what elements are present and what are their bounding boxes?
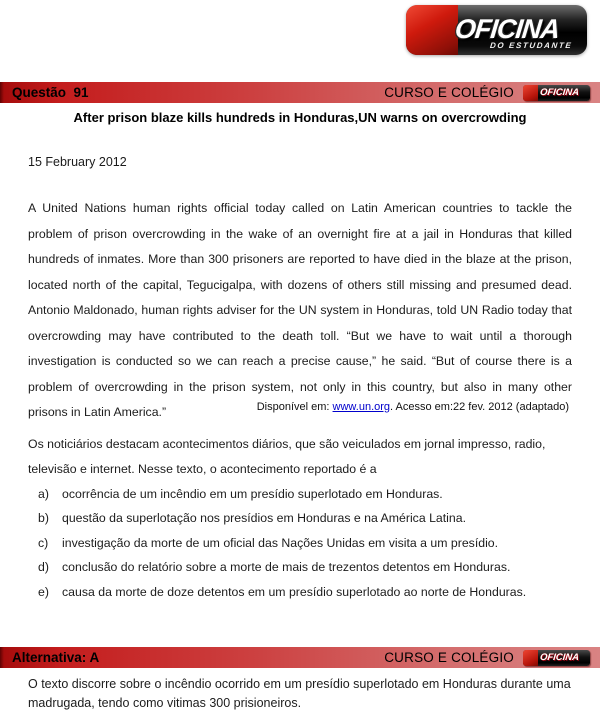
option-a [38, 482, 572, 506]
options-list [38, 482, 572, 604]
question-number-label: Questão 91 [12, 85, 89, 100]
option-c [38, 531, 572, 555]
option-c-text: investigação da morte de um oficial das Nações Unidas em visita a um presídio. [62, 535, 499, 550]
option-a-letter: a) [38, 487, 49, 501]
oficina-logo-small [523, 650, 590, 666]
option-d-text: conclusão do relatório sobre a morte de mais de trezentos detentos em Honduras. [62, 560, 511, 575]
answer-bar-right [384, 650, 590, 666]
article-title: After prison blaze kills hundreds in Honduras,UN warns on overcrowding [73, 110, 527, 125]
answer-explanation: O texto discorre sobre o incêndio ocorrido em um presídio superlotado em Honduras durante uma madrugada, tendo como vitimas 300 prisioneiros. [28, 677, 571, 710]
oficina-logo-small-wordmark: OFICINA [539, 86, 580, 98]
answer-label: Alternativa: A [12, 650, 100, 665]
oficina-logo-small-wordmark: OFICINA [539, 651, 580, 663]
option-e [38, 580, 572, 604]
article-body: A United Nations human rights official today called on Latin American countries to tackle the problem of prison overcrowding in the wake of an overnight fire at a jail in Honduras that killed hundreds of inmates. More than 300 prisoners are reported to have died in the blaze at the prison, located north of the capital, Tegucigalpa, with dozens of others still missing and presumed dead. Antonio Maldonado, human rights adviser for the UN system in Honduras, told UN Radio today that overcrowding may have contributed to the death toll. “But we have to wait until a thorough investigation is conducted so we can reach a precise cause,” he said. “But of course there is a problem of overcrowding in the prison system, not only in this country, but also in many other prisons in Latin America.” [28, 201, 572, 419]
source-suffix: . Acesso em:22 fev. 2012 (adaptado) [390, 401, 569, 413]
option-e-text: causa da morte de doze detentos em um presídio superlotado ao norte de Honduras. [62, 584, 527, 599]
article-source [257, 401, 569, 413]
article-date: 15 February 2012 [28, 155, 127, 169]
answer-header-bar [0, 647, 600, 668]
oficina-logo [406, 5, 587, 55]
option-b [38, 506, 572, 530]
option-d-letter: d) [38, 560, 49, 575]
question-bar-right [384, 85, 590, 101]
option-d [38, 555, 572, 579]
source-link[interactable]: www.un.org [332, 401, 391, 413]
option-e-letter: e) [38, 584, 49, 599]
option-a-text: ocorrência de um incêndio em um presídio superlotado em Honduras. [62, 487, 443, 501]
oficina-logo-small [523, 85, 590, 101]
question-stem: Os noticiários destacam acontecimentos diários, que são veiculados em jornal impresso, radio, televisão e internet. Nesse texto, o acontecimento reportado é a [28, 437, 546, 476]
source-prefix: Disponível em: [256, 401, 333, 413]
curso-e-colegio-label: CURSO E COLÉGIO [384, 85, 514, 100]
question-header-bar [0, 82, 600, 103]
oficina-logo-wordmark: OFICINA [453, 14, 561, 44]
oficina-logo-tagline: DO ESTUDANTE [489, 41, 573, 50]
option-b-text: questão da superlotação nos presídios em Honduras e na América Latina. [62, 511, 466, 526]
curso-e-colegio-label: CURSO E COLÉGIO [384, 650, 514, 665]
option-c-letter: c) [38, 535, 49, 550]
option-b-letter: b) [38, 511, 49, 526]
